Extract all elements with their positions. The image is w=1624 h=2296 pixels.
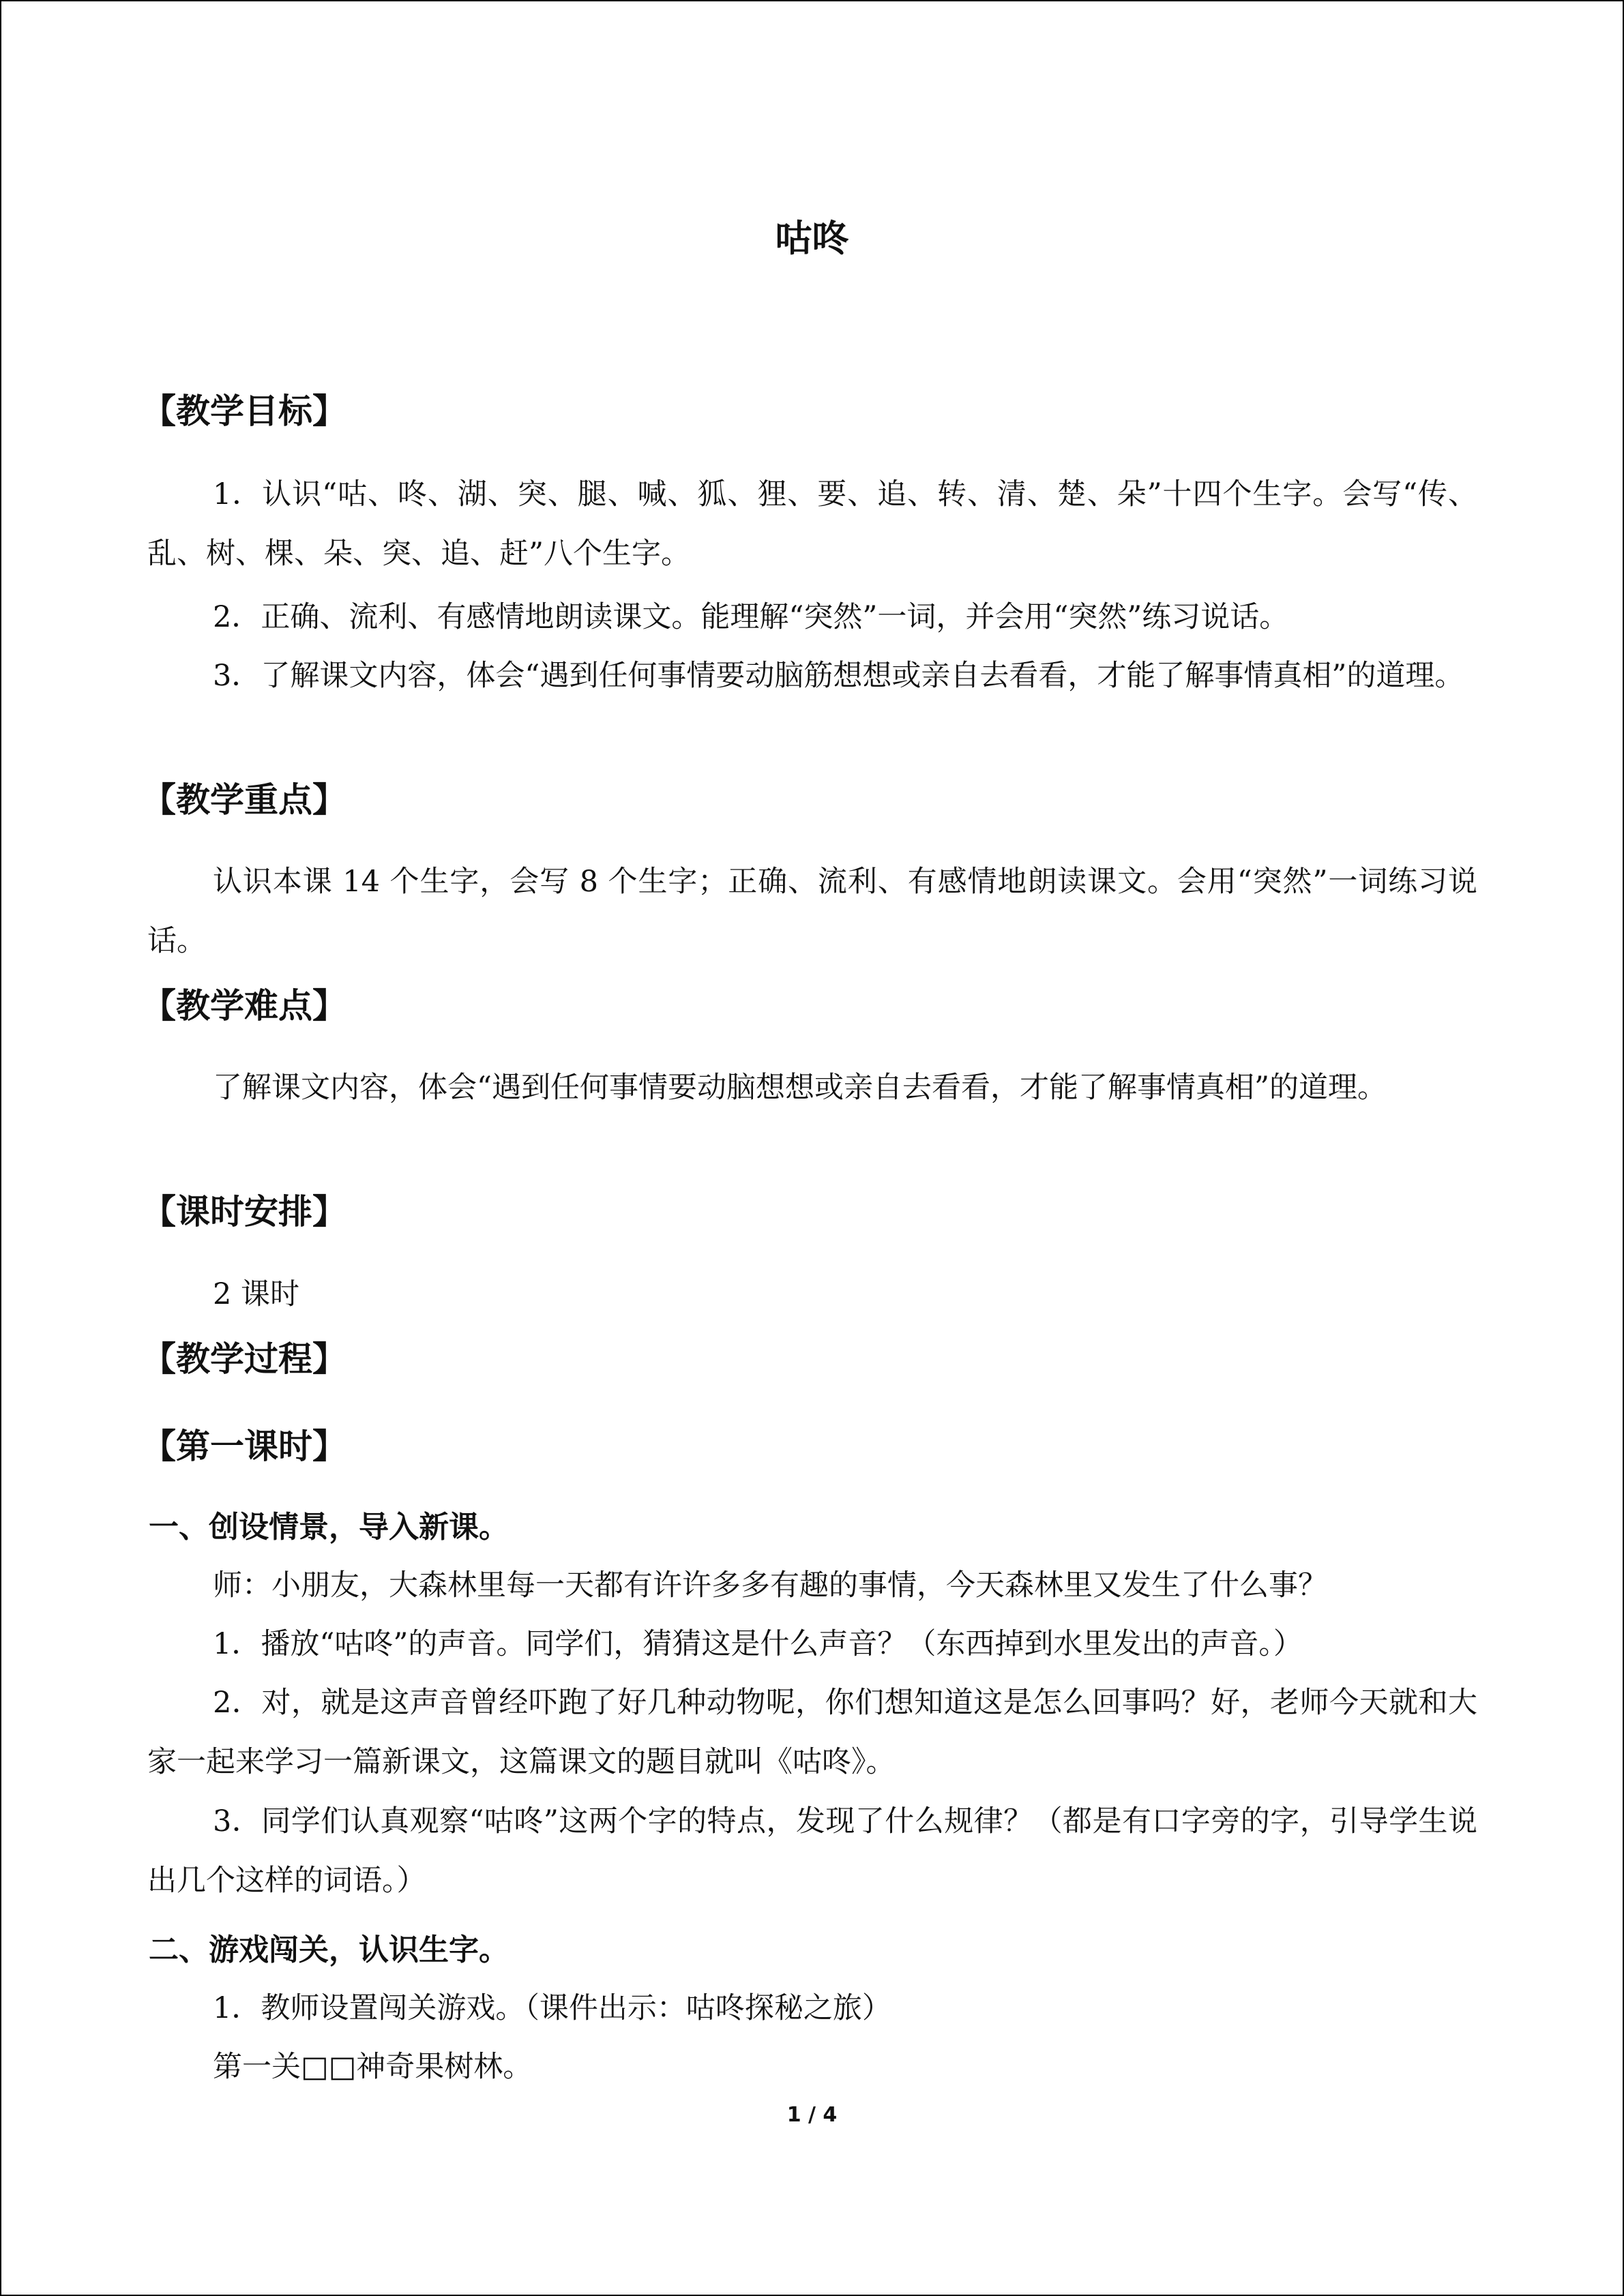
objective-3: 3．了解课文内容，体会“遇到任何事情要动脑筋想想或亲自去看看，才能了解事情真相”的道理。 — [213, 659, 1464, 693]
part2-heading: 二、游戏闯关，认识生字。 — [149, 1933, 509, 1967]
objective-1: 1．认识“咕、咚、湖、突、腿、喊、狐、狸、要、追、转、清、楚、朵”十四个生字。会写“传、乱、树、棵、朵、突、追、赶”八个生字。 — [147, 477, 1477, 571]
difficulties-heading: 【教学难点】 — [142, 986, 346, 1026]
part1-step1: 1．播放“咕咚”的声音。同学们，猜猜这是什么声音？（东西掉到水里发出的声音。） — [213, 1627, 1303, 1661]
page-number: 1 / 4 — [786, 2103, 838, 2127]
key-points-heading: 【教学重点】 — [142, 780, 346, 820]
difficulties-text: 了解课文内容，体会“遇到任何事情要动脑想想或亲自去看看，才能了解事情真相”的道理。 — [213, 1071, 1387, 1105]
schedule-heading: 【课时安排】 — [142, 1192, 346, 1232]
schedule-text: 2 课时 — [213, 1277, 300, 1311]
part1-heading: 一、创设情景，导入新课。 — [149, 1510, 509, 1545]
process-heading: 【教学过程】 — [142, 1339, 346, 1379]
objectives-heading: 【教学目标】 — [142, 391, 346, 431]
objective-2: 2．正确、流利、有感情地朗读课文。能理解“突然”一词，并会用“突然”练习说话。 — [213, 600, 1289, 634]
document-title: 咕咚 — [775, 217, 849, 260]
key-points-text: 认识本课 14 个生字，会写 8 个生字；正确、流利、有感情地朗读课文。会用“突然”一词练习说话。 — [147, 865, 1477, 958]
part2-step1: 1．教师设置闯关游戏。（课件出示：咕咚探秘之旅） — [213, 1991, 891, 2025]
part2-level1: 第一关□□神奇果树林。 — [213, 2050, 533, 2084]
part1-step3: 3．同学们认真观察“咕咚”这两个字的特点，发现了什么规律？（都是有口字旁的字，引导学生说出几个这样的词语。） — [147, 1804, 1477, 1898]
part1-step2: 2．对，就是这声音曾经吓跑了好几种动物呢，你们想知道这是怎么回事吗？好，老师今天就和大家一起来学习一篇新课文，这篇课文的题目就叫《咕咚》。 — [147, 1686, 1477, 1779]
part1-intro: 师：小朋友，大森林里每一天都有许许多多有趣的事情，今天森林里又发生了什么事？ — [213, 1568, 1327, 1602]
first-lesson-heading: 【第一课时】 — [142, 1427, 346, 1466]
